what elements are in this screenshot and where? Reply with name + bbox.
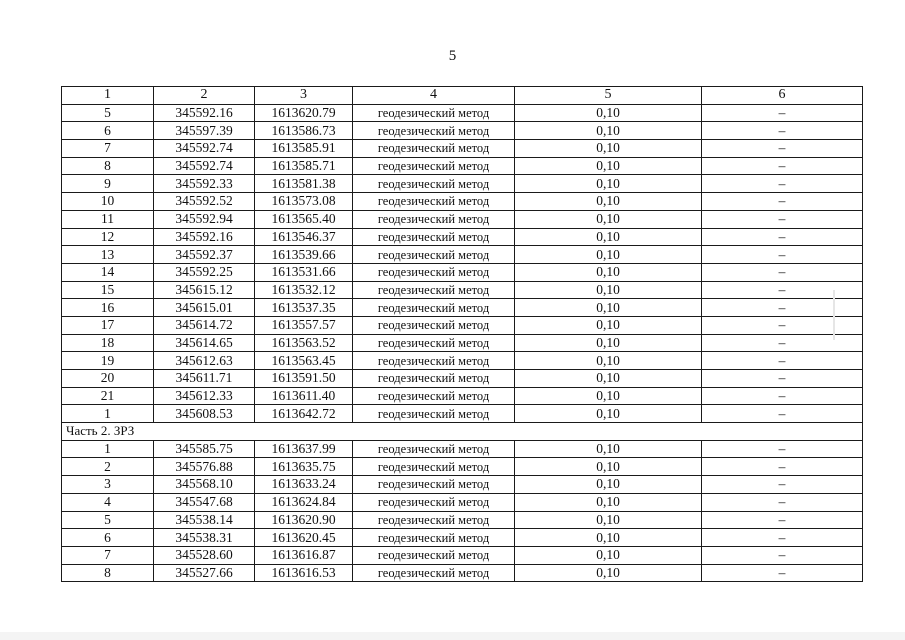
cell-point-number: 11	[62, 210, 154, 228]
cell-note: –	[702, 405, 863, 423]
cell-x-coordinate: 345592.94	[154, 210, 255, 228]
cell-x-coordinate: 345614.65	[154, 334, 255, 352]
cell-note: –	[702, 387, 863, 405]
cell-y-coordinate: 1613565.40	[255, 210, 353, 228]
cell-note: –	[702, 476, 863, 494]
table-row	[62, 104, 863, 122]
cell-point-number: 1	[62, 405, 154, 423]
cell-y-coordinate: 1613616.87	[255, 546, 353, 564]
table-row	[62, 440, 863, 458]
cell-point-number: 14	[62, 263, 154, 281]
cell-point-number: 8	[62, 157, 154, 175]
cell-note: –	[702, 493, 863, 511]
cell-accuracy: 0,10	[515, 281, 702, 299]
cell-accuracy: 0,10	[515, 334, 702, 352]
cell-accuracy: 0,10	[515, 299, 702, 317]
cell-accuracy: 0,10	[515, 546, 702, 564]
table-row	[62, 493, 863, 511]
cell-method: геодезический метод	[353, 299, 515, 317]
cell-point-number: 5	[62, 104, 154, 122]
cell-y-coordinate: 1613563.52	[255, 334, 353, 352]
cell-method: геодезический метод	[353, 440, 515, 458]
table-row	[62, 352, 863, 370]
table-row	[62, 210, 863, 228]
cell-method: геодезический метод	[353, 263, 515, 281]
table-row	[62, 511, 863, 529]
cell-y-coordinate: 1613620.90	[255, 511, 353, 529]
cell-x-coordinate: 345614.72	[154, 316, 255, 334]
cell-method: геодезический метод	[353, 387, 515, 405]
column-header: 3	[255, 87, 353, 105]
cell-y-coordinate: 1613563.45	[255, 352, 353, 370]
table-row	[62, 175, 863, 193]
cell-note: –	[702, 352, 863, 370]
cell-accuracy: 0,10	[515, 140, 702, 158]
cell-point-number: 20	[62, 370, 154, 388]
cell-note: –	[702, 299, 863, 317]
cell-x-coordinate: 345576.88	[154, 458, 255, 476]
cell-method: геодезический метод	[353, 458, 515, 476]
cell-accuracy: 0,10	[515, 316, 702, 334]
cell-note: –	[702, 228, 863, 246]
scan-artifact	[833, 290, 835, 340]
cell-accuracy: 0,10	[515, 493, 702, 511]
table-header-row	[62, 87, 863, 105]
cell-note: –	[702, 546, 863, 564]
cell-method: геодезический метод	[353, 175, 515, 193]
cell-method: геодезический метод	[353, 140, 515, 158]
column-header: 2	[154, 87, 255, 105]
cell-method: геодезический метод	[353, 511, 515, 529]
cell-method: геодезический метод	[353, 564, 515, 582]
cell-accuracy: 0,10	[515, 193, 702, 211]
cell-x-coordinate: 345597.39	[154, 122, 255, 140]
cell-y-coordinate: 1613585.71	[255, 157, 353, 175]
cell-note: –	[702, 140, 863, 158]
table-row	[62, 140, 863, 158]
cell-x-coordinate: 345615.01	[154, 299, 255, 317]
cell-accuracy: 0,10	[515, 263, 702, 281]
cell-x-coordinate: 345528.60	[154, 546, 255, 564]
cell-accuracy: 0,10	[515, 228, 702, 246]
table-row	[62, 281, 863, 299]
cell-x-coordinate: 345611.71	[154, 370, 255, 388]
cell-point-number: 8	[62, 564, 154, 582]
cell-note: –	[702, 193, 863, 211]
cell-method: геодезический метод	[353, 316, 515, 334]
cell-x-coordinate: 345612.33	[154, 387, 255, 405]
table-row	[62, 299, 863, 317]
cell-point-number: 7	[62, 140, 154, 158]
cell-note: –	[702, 104, 863, 122]
cell-note: –	[702, 529, 863, 547]
cell-x-coordinate: 345592.16	[154, 228, 255, 246]
cell-accuracy: 0,10	[515, 157, 702, 175]
column-header: 1	[62, 87, 154, 105]
cell-method: геодезический метод	[353, 122, 515, 140]
cell-accuracy: 0,10	[515, 104, 702, 122]
cell-method: геодезический метод	[353, 281, 515, 299]
cell-x-coordinate: 345527.66	[154, 564, 255, 582]
cell-point-number: 2	[62, 458, 154, 476]
page-bottom-edge	[0, 632, 905, 640]
table-body	[62, 87, 863, 582]
cell-accuracy: 0,10	[515, 564, 702, 582]
cell-x-coordinate: 345592.74	[154, 140, 255, 158]
cell-point-number: 15	[62, 281, 154, 299]
table-row	[62, 193, 863, 211]
cell-point-number: 6	[62, 529, 154, 547]
cell-y-coordinate: 1613581.38	[255, 175, 353, 193]
cell-y-coordinate: 1613557.57	[255, 316, 353, 334]
cell-y-coordinate: 1613642.72	[255, 405, 353, 423]
cell-x-coordinate: 345592.52	[154, 193, 255, 211]
table-row	[62, 228, 863, 246]
column-header: 5	[515, 87, 702, 105]
cell-accuracy: 0,10	[515, 370, 702, 388]
coordinates-table	[61, 86, 863, 582]
cell-note: –	[702, 458, 863, 476]
cell-accuracy: 0,10	[515, 122, 702, 140]
cell-note: –	[702, 122, 863, 140]
cell-point-number: 17	[62, 316, 154, 334]
cell-accuracy: 0,10	[515, 476, 702, 494]
table-row	[62, 387, 863, 405]
cell-point-number: 21	[62, 387, 154, 405]
cell-note: –	[702, 316, 863, 334]
cell-x-coordinate: 345612.63	[154, 352, 255, 370]
cell-method: геодезический метод	[353, 529, 515, 547]
cell-x-coordinate: 345592.25	[154, 263, 255, 281]
cell-accuracy: 0,10	[515, 405, 702, 423]
column-header: 6	[702, 87, 863, 105]
cell-y-coordinate: 1613531.66	[255, 263, 353, 281]
cell-y-coordinate: 1613637.99	[255, 440, 353, 458]
table-row	[62, 334, 863, 352]
cell-note: –	[702, 281, 863, 299]
cell-note: –	[702, 263, 863, 281]
cell-point-number: 12	[62, 228, 154, 246]
table-row	[62, 370, 863, 388]
cell-method: геодезический метод	[353, 370, 515, 388]
cell-y-coordinate: 1613546.37	[255, 228, 353, 246]
cell-note: –	[702, 511, 863, 529]
cell-method: геодезический метод	[353, 246, 515, 264]
cell-y-coordinate: 1613624.84	[255, 493, 353, 511]
cell-method: геодезический метод	[353, 476, 515, 494]
cell-point-number: 18	[62, 334, 154, 352]
cell-note: –	[702, 157, 863, 175]
cell-x-coordinate: 345608.53	[154, 405, 255, 423]
cell-accuracy: 0,10	[515, 529, 702, 547]
table-row	[62, 122, 863, 140]
cell-point-number: 4	[62, 493, 154, 511]
section-label: Часть 2. ЗРЗ	[62, 423, 863, 441]
cell-x-coordinate: 345568.10	[154, 476, 255, 494]
table-row	[62, 157, 863, 175]
cell-point-number: 1	[62, 440, 154, 458]
cell-x-coordinate: 345547.68	[154, 493, 255, 511]
cell-x-coordinate: 345592.37	[154, 246, 255, 264]
cell-accuracy: 0,10	[515, 175, 702, 193]
cell-accuracy: 0,10	[515, 210, 702, 228]
cell-point-number: 7	[62, 546, 154, 564]
cell-accuracy: 0,10	[515, 352, 702, 370]
cell-point-number: 16	[62, 299, 154, 317]
cell-note: –	[702, 440, 863, 458]
cell-y-coordinate: 1613573.08	[255, 193, 353, 211]
cell-x-coordinate: 345592.74	[154, 157, 255, 175]
cell-y-coordinate: 1613633.24	[255, 476, 353, 494]
table-row	[62, 458, 863, 476]
cell-point-number: 5	[62, 511, 154, 529]
cell-note: –	[702, 334, 863, 352]
table-row	[62, 246, 863, 264]
cell-method: геодезический метод	[353, 210, 515, 228]
cell-x-coordinate: 345538.31	[154, 529, 255, 547]
cell-y-coordinate: 1613586.73	[255, 122, 353, 140]
cell-accuracy: 0,10	[515, 440, 702, 458]
table-row	[62, 529, 863, 547]
cell-method: геодезический метод	[353, 157, 515, 175]
cell-y-coordinate: 1613532.12	[255, 281, 353, 299]
cell-method: геодезический метод	[353, 334, 515, 352]
cell-y-coordinate: 1613539.66	[255, 246, 353, 264]
cell-point-number: 6	[62, 122, 154, 140]
column-header: 4	[353, 87, 515, 105]
cell-method: геодезический метод	[353, 104, 515, 122]
cell-x-coordinate: 345592.33	[154, 175, 255, 193]
cell-method: геодезический метод	[353, 193, 515, 211]
table-row	[62, 564, 863, 582]
page-number: 5	[448, 48, 457, 64]
table-row	[62, 316, 863, 334]
cell-y-coordinate: 1613620.45	[255, 529, 353, 547]
table-row	[62, 263, 863, 281]
cell-y-coordinate: 1613616.53	[255, 564, 353, 582]
cell-method: геодезический метод	[353, 228, 515, 246]
cell-note: –	[702, 564, 863, 582]
section-row	[62, 423, 863, 441]
cell-x-coordinate: 345585.75	[154, 440, 255, 458]
cell-y-coordinate: 1613585.91	[255, 140, 353, 158]
cell-method: геодезический метод	[353, 352, 515, 370]
cell-note: –	[702, 370, 863, 388]
cell-point-number: 9	[62, 175, 154, 193]
cell-point-number: 10	[62, 193, 154, 211]
table-row	[62, 476, 863, 494]
cell-note: –	[702, 210, 863, 228]
cell-method: геодезический метод	[353, 405, 515, 423]
cell-note: –	[702, 175, 863, 193]
cell-note: –	[702, 246, 863, 264]
cell-accuracy: 0,10	[515, 387, 702, 405]
cell-method: геодезический метод	[353, 493, 515, 511]
table-row	[62, 546, 863, 564]
cell-point-number: 3	[62, 476, 154, 494]
cell-point-number: 19	[62, 352, 154, 370]
cell-y-coordinate: 1613635.75	[255, 458, 353, 476]
cell-method: геодезический метод	[353, 546, 515, 564]
cell-x-coordinate: 345592.16	[154, 104, 255, 122]
cell-y-coordinate: 1613591.50	[255, 370, 353, 388]
cell-accuracy: 0,10	[515, 246, 702, 264]
cell-x-coordinate: 345615.12	[154, 281, 255, 299]
cell-accuracy: 0,10	[515, 511, 702, 529]
cell-accuracy: 0,10	[515, 458, 702, 476]
cell-y-coordinate: 1613620.79	[255, 104, 353, 122]
cell-point-number: 13	[62, 246, 154, 264]
cell-y-coordinate: 1613537.35	[255, 299, 353, 317]
cell-x-coordinate: 345538.14	[154, 511, 255, 529]
cell-y-coordinate: 1613611.40	[255, 387, 353, 405]
table-row	[62, 405, 863, 423]
